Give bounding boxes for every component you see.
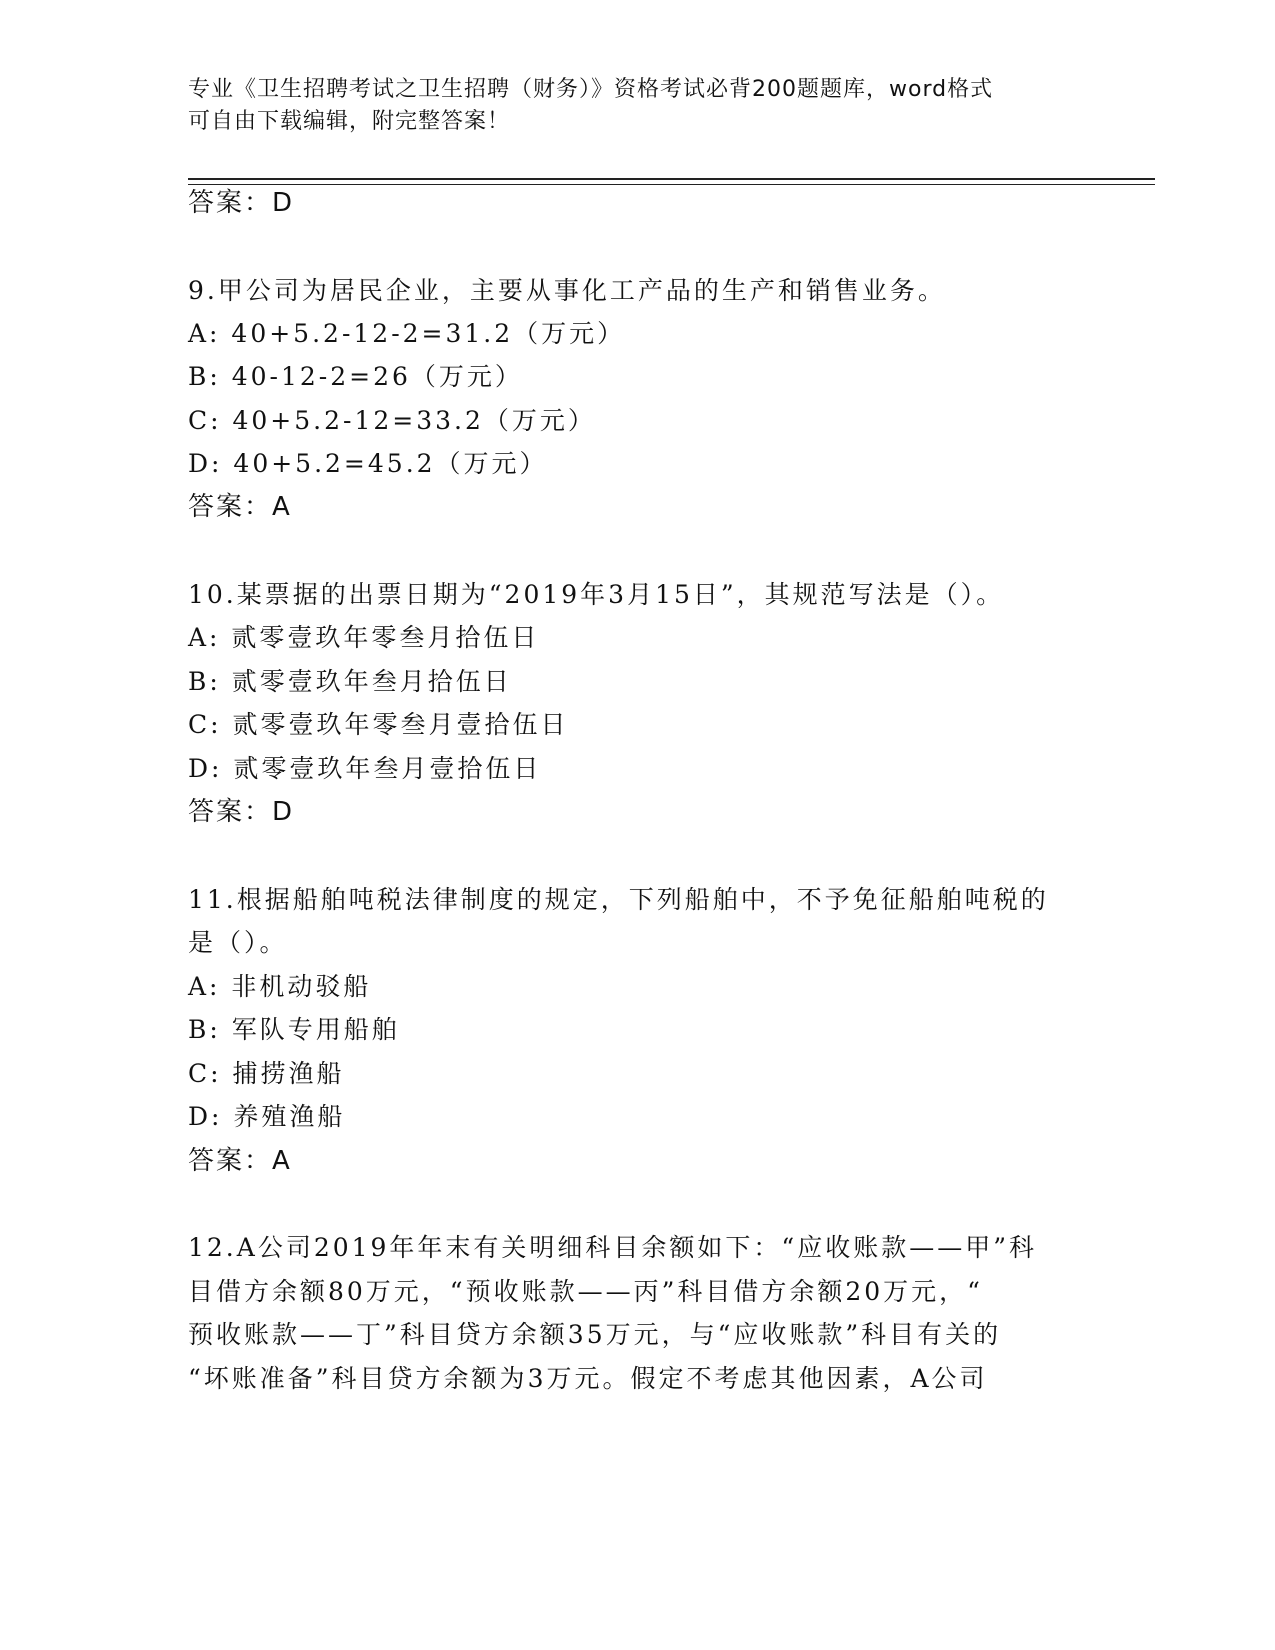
question-11-stem-line-1: 11.根据船舶吨税法律制度的规定，下列船舶中，不予免征船舶吨税的 (188, 885, 1049, 914)
question-11-stem-line-2: 是（）。 (188, 928, 288, 957)
question-9-option-c: C: 40+5.2-12=33.2（万元） (188, 406, 596, 435)
header-divider-thick (188, 178, 1155, 180)
question-9-option-a: A: 40+5.2-12-2=31.2（万元） (188, 319, 626, 348)
question-10-stem: 10.某票据的出票日期为“2019年3月15日”，其规范写法是（）。 (188, 580, 1005, 609)
page-header (188, 74, 1088, 138)
question-12-stem-line-2: 目借方余额80万元，“预收账款——丙”科目借方余额20万元，“ (188, 1277, 983, 1306)
question-11-option-b: B: 军队专用船舶 (188, 1015, 400, 1044)
question-10-option-c: C: 贰零壹玖年零叁月壹拾伍日 (188, 710, 569, 739)
question-12-stem-line-3: 预收账款——丁”科目贷方余额35万元，与“应收账款”科目有关的 (188, 1320, 1002, 1349)
question-11-option-d: D: 养殖渔船 (188, 1102, 346, 1131)
question-10-option-b: B: 贰零壹玖年叁月拾伍日 (188, 667, 512, 696)
question-12-stem-line-4: “坏账准备”科目贷方余额为3万元。假定不考虑其他因素，A公司 (188, 1364, 988, 1393)
question-9-answer: 答案：A (188, 492, 292, 522)
question-12-stem-line-1: 12.A公司2019年年末有关明细科目余额如下：“应收账款——甲”科 (188, 1233, 1037, 1262)
question-11-option-a: A: 非机动驳船 (188, 972, 372, 1001)
question-10-option-a: A: 贰零壹玖年零叁月拾伍日 (188, 623, 540, 652)
header-divider-thin (188, 184, 1155, 185)
header-line-1: 专业《卫生招聘考试之卫生招聘（财务）》资格考试必背200题题库，word格式 (188, 77, 994, 102)
question-9-option-d: D: 40+5.2=45.2（万元） (188, 449, 548, 478)
header-line-2: 可自由下载编辑，附完整答案！ (188, 109, 511, 134)
question-11-option-c: C: 捕捞渔船 (188, 1059, 345, 1088)
question-10-option-d: D: 贰零壹玖年叁月壹拾伍日 (188, 754, 542, 783)
answer-previous: 答案：D (188, 188, 295, 218)
question-10-answer: 答案：D (188, 797, 295, 827)
question-11-answer: 答案：A (188, 1146, 292, 1176)
question-9-option-b: B: 40-12-2=26（万元） (188, 362, 523, 391)
question-9-stem: 9.甲公司为居民企业，主要从事化工产品的生产和销售业务。 (188, 276, 946, 305)
